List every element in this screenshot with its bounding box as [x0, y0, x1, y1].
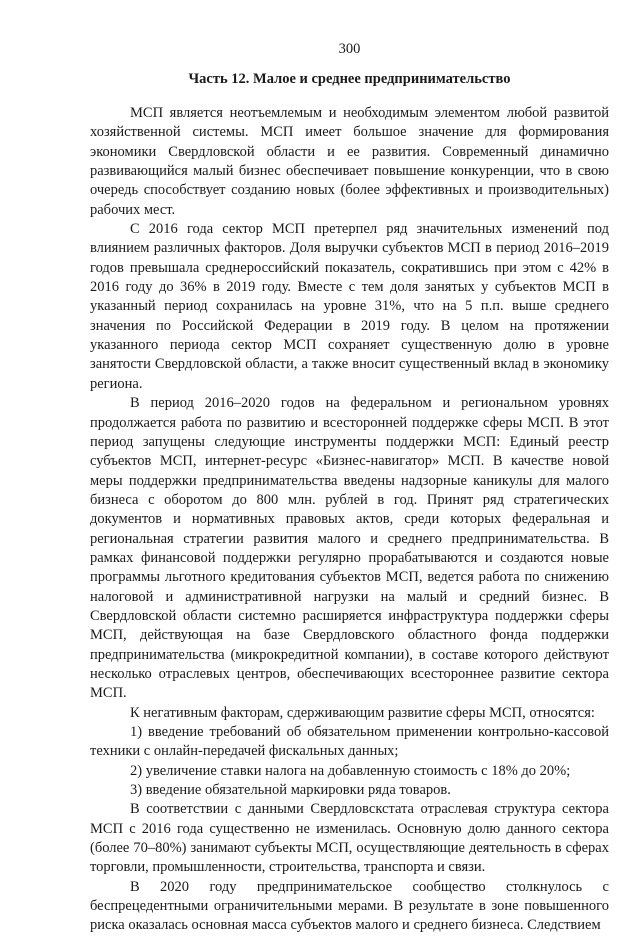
paragraph: В период 2016–2020 годов на федеральном и региональном уровнях продолжается работа по развитию и всесторонней поддержке сферы МСП. В этот период запущены следующие инструменты поддержки МСП: Единый реестр субъектов МСП, интернет-ресурс «Бизнес-навигатор» МСП. В качестве новой меры поддержки предпринимательства введены надзорные каникулы для малого бизнеса с оборотом до 800 млн. рублей в год. Принят ряд стратегических документов и нормативных правовых актов, среди которых федеральная и региональная стратегии развития малого и среднего предпринимательства. В рамках финансовой поддержки регулярно прорабатываются и создаются новые программы льготного кредитования субъектов МСП, ведется работа по снижению налоговой и административной нагрузки на малый и средний бизнес. В Свердловской области системно расширяется инфраструктура поддержки сферы МСП, действующая на базе Свердловского областного фонда поддержки предпринимательства (микрокредитной компании), в составе которого действуют несколько отраслевых центров, обеспечивающих всестороннее развитие сектора МСП. [90, 395, 609, 702]
paragraph: МСП является неотъемлемым и необходимым элементом любой развитой хозяйственной системы. МСП имеет большое значение для формирования экономики Свердловской области и ее развития. Современный динамично развивающийся малый бизнес обеспечивает повышение конкуренции, что в свою очередь способствует созданию новых (более эффективных и производительных) рабочих мест. [90, 105, 609, 218]
section-title: Часть 12. Малое и среднее предпринимательство [188, 71, 511, 87]
paragraph: К негативным факторам, сдерживающим развитие сферы МСП, относятся: [130, 704, 595, 721]
page-number: 300 [338, 41, 361, 57]
list-item: 3) введение обязательной маркировки ряда товаров. [130, 782, 451, 799]
paragraph: В соответствии с данными Свердловскстата отраслевая структура сектора МСП с 2016 года существенно не изменилась. Основную долю данного сектора (более 70–80%) занимают субъекты МСП, осуществляющие деятельность в сферах торговли, промышленности, строительства, транспорта и связи. [90, 801, 609, 876]
list-item: 2) увеличение ставки налога на добавленную стоимость с 18% до 20%; [130, 762, 571, 779]
list-item: 1) введение требований об обязательном применении контрольно-кассовой техники с онлайн-передачей фискальных данных; [90, 724, 609, 760]
document-body [90, 104, 609, 936]
paragraph: С 2016 года сектор МСП претерпел ряд значительных изменений под влиянием различных факторов. Доля выручки субъектов МСП в период 2016–2019 годов превышала среднероссийский показатель, сократившись при этом с 42% в 2016 году до 36% в 2019 году. Вместе с тем доля занятых у субъектов МСП в указанный период сохранилась на уровне 31%, что на 5 п.п. выше среднего значения по Российской Федерации в 2019 году. В целом на протяжении указанного периода сектор МСП сохраняет существенную долю в уровне занятости Свердловской области, а также вносит существенный вклад в экономику региона. [90, 221, 609, 392]
paragraph: В 2020 году предпринимательское сообщество столкнулось с беспрецедентными ограничительными мерами. В результате в зоне повышенного риска оказалась основная масса субъектов малого и среднего бизнеса. Следствием [90, 878, 609, 934]
